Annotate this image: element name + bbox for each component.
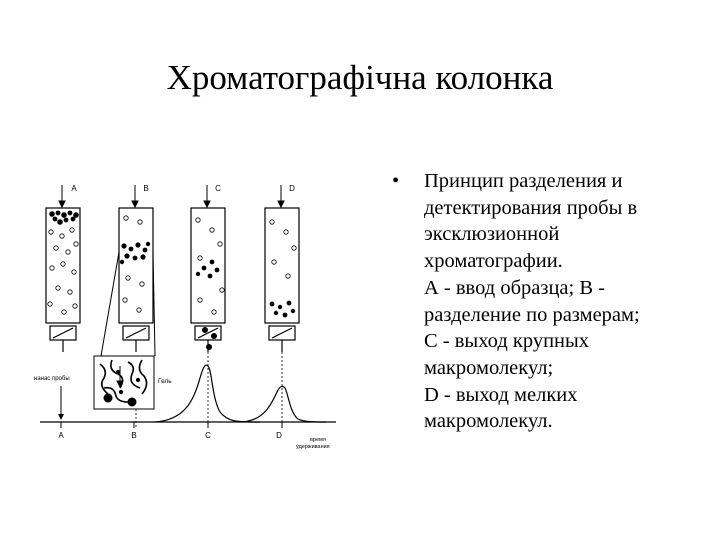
gel-inset (94, 252, 155, 409)
axis-ticks (61, 422, 282, 428)
column-label-c: C (215, 184, 221, 193)
gel-label: Гель (158, 378, 172, 385)
bullet-line: хроматографии. (424, 250, 563, 273)
column-label-b: B (143, 184, 149, 193)
detectors (50, 326, 295, 352)
bullet-line: макромолекул. (424, 410, 553, 433)
axis-label-d: D (276, 431, 282, 440)
bullet-dot: • (392, 170, 400, 192)
column-a-molecules (48, 211, 79, 314)
time-label: время (310, 437, 326, 443)
axis-label-a: A (58, 431, 64, 440)
peak-large-molecules (155, 365, 260, 422)
input-arrows (59, 185, 284, 207)
column-c-molecules (196, 218, 224, 350)
left-axis-label: нанас пробы (34, 376, 70, 382)
bullet-line: детектирования пробы в (424, 196, 638, 219)
chromatogram (40, 365, 336, 422)
bullet-line: D - выход мелких (424, 383, 578, 406)
bullet-line: А - ввод образца; В - (424, 276, 605, 299)
bullet-line: макромолекул; (424, 356, 554, 379)
column-label-d: D (289, 184, 295, 193)
bullet-line: С - выход крупных (424, 330, 590, 353)
peak-small-molecules (242, 386, 326, 422)
slide-title: Хроматографічна колонка (166, 58, 554, 97)
bullet-line: разделение по размерам; (424, 303, 640, 326)
column-d-molecules (270, 220, 296, 317)
axis-label-b: B (131, 431, 137, 440)
bullet-line: эксклюзионной (424, 223, 560, 246)
column-c (191, 208, 225, 323)
column-label-a: A (71, 184, 77, 193)
columns (46, 208, 299, 323)
column-b (119, 208, 153, 323)
column-b-molecules (120, 216, 150, 312)
bullet-line: Принцип разделения и (424, 170, 623, 192)
column-d (265, 208, 299, 323)
axis-label-c: C (205, 431, 211, 440)
time-label-2: удерживания (296, 444, 330, 450)
